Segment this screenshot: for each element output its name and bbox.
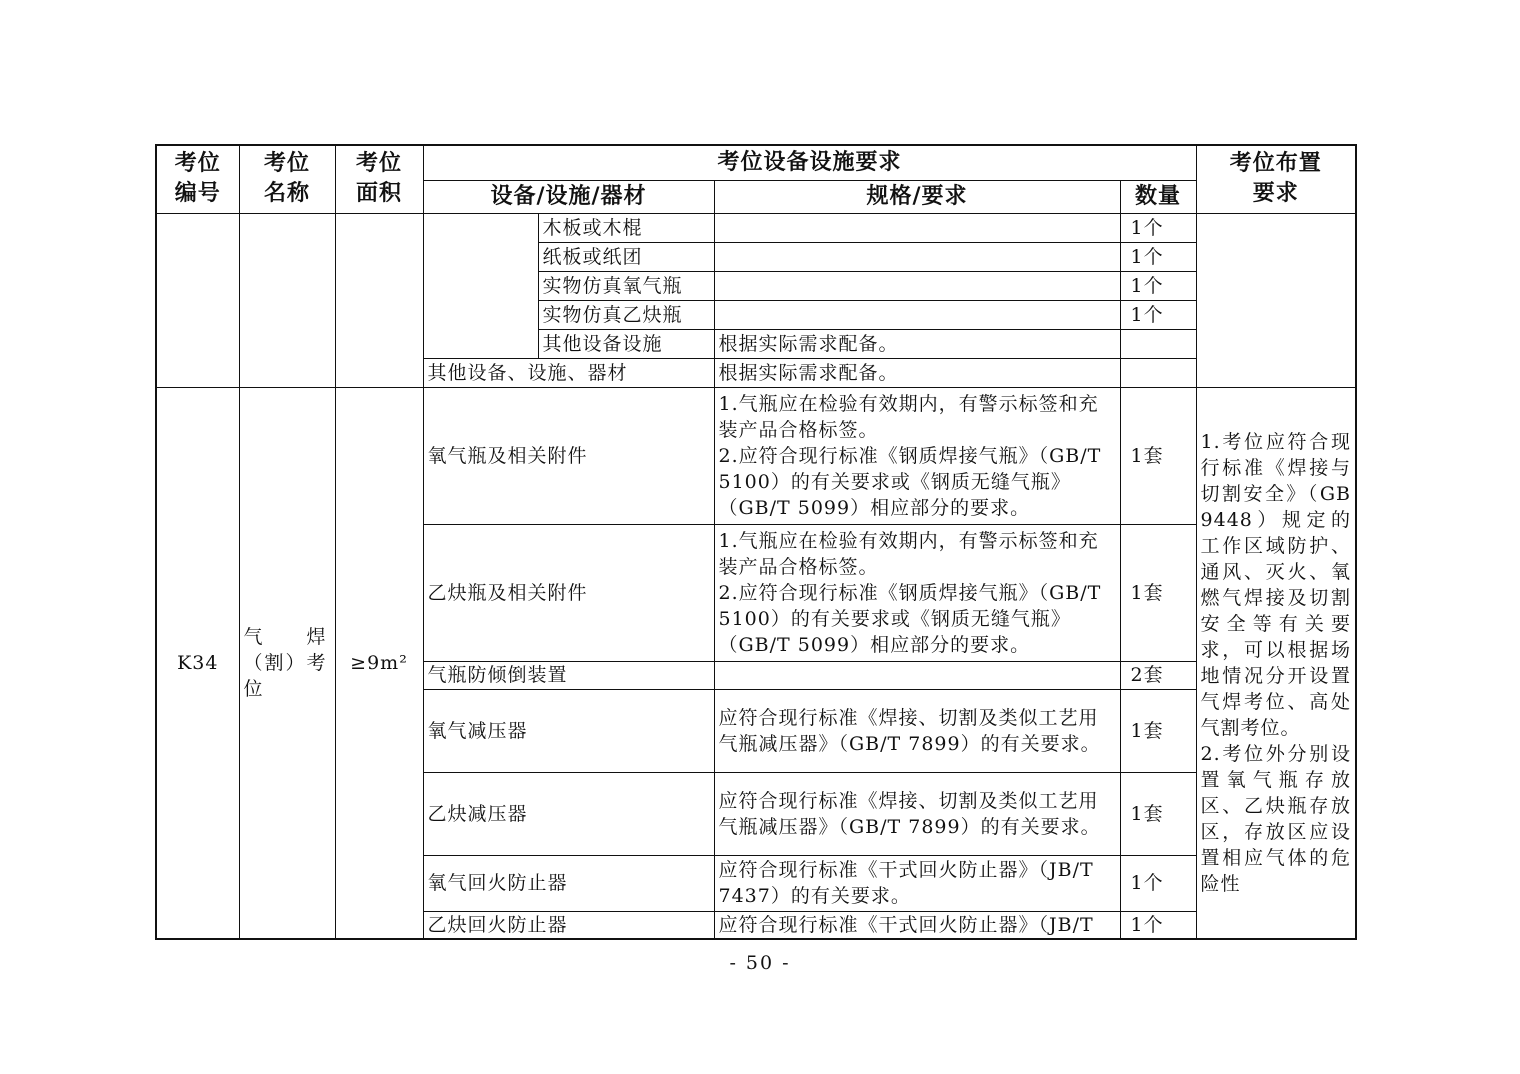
spec-cell: 应符合现行标准《焊接、切割及类似工艺用气瓶减压器》（GB/T 7899）的有关要求。	[714, 772, 1120, 855]
item-cell: 其他设备设施	[538, 329, 714, 358]
item-cell: 纸板或纸团	[538, 242, 714, 271]
station-code: K34	[156, 387, 239, 939]
qty-cell	[1120, 329, 1196, 358]
item-cell: 乙炔减压器	[423, 772, 714, 855]
qty-cell	[1120, 358, 1196, 387]
qty-cell: 1个	[1120, 911, 1196, 939]
item-cell: 氧气瓶及相关附件	[423, 387, 714, 524]
item-cell: 氧气减压器	[423, 689, 714, 772]
qty-cell: 1个	[1120, 300, 1196, 329]
spec-cell	[714, 661, 1120, 689]
prev-group-cell	[423, 213, 538, 358]
header-equipment: 设备/设施/器材	[423, 180, 714, 213]
prev-area-cell	[335, 213, 423, 387]
qty-cell: 2套	[1120, 661, 1196, 689]
prev-layout-cell	[1196, 213, 1356, 387]
qty-cell: 1套	[1120, 772, 1196, 855]
item-cell: 乙炔瓶及相关附件	[423, 524, 714, 661]
qty-cell: 1个	[1120, 271, 1196, 300]
spec-cell	[714, 242, 1120, 271]
header-station-area: 考位 面积	[335, 145, 423, 213]
spec-cell: 根据实际需求配备。	[714, 358, 1120, 387]
header-quantity: 数量	[1120, 180, 1196, 213]
spec-cell: 1.气瓶应在检验有效期内，有警示标签和充装产品合格标签。 2.应符合现行标准《钢质焊接气瓶》（GB/T 5100）的有关要求或《钢质无缝气瓶》（GB/T 5099）相应部分的要求。	[714, 524, 1120, 661]
qty-cell: 1套	[1120, 689, 1196, 772]
spec-cell: 应符合现行标准《干式回火防止器》（JB/T 7437）的有关要求。	[714, 855, 1120, 911]
header-spec: 规格/要求	[714, 180, 1120, 213]
header-station-no: 考位 编号	[156, 145, 239, 213]
spec-cell: 应符合现行标准《干式回火防止器》（JB/T	[714, 911, 1120, 939]
station-area: ≥9m²	[335, 387, 423, 939]
item-cell: 实物仿真氧气瓶	[538, 271, 714, 300]
prev-code-cell	[156, 213, 239, 387]
page-number: - 50 -	[729, 952, 791, 974]
spec-cell: 应符合现行标准《焊接、切割及类似工艺用气瓶减压器》（GB/T 7899）的有关要求。	[714, 689, 1120, 772]
qty-cell: 1个	[1120, 855, 1196, 911]
table-row	[156, 387, 1356, 524]
prev-name-cell	[239, 213, 335, 387]
spec-cell: 根据实际需求配备。	[714, 329, 1120, 358]
qty-cell: 1个	[1120, 213, 1196, 242]
item-cell: 其他设备、设施、器材	[423, 358, 714, 387]
item-cell: 实物仿真乙炔瓶	[538, 300, 714, 329]
item-cell: 乙炔回火防止器	[423, 911, 714, 939]
station-name: 气 焊 （割）考 位	[239, 387, 335, 939]
header-equipment-requirements: 考位设备设施要求	[423, 145, 1196, 180]
item-cell: 气瓶防倾倒装置	[423, 661, 714, 689]
header-layout-requirements: 考位布置 要求	[1196, 145, 1356, 213]
qty-cell: 1个	[1120, 242, 1196, 271]
spec-cell: 1.气瓶应在检验有效期内，有警示标签和充装产品合格标签。 2.应符合现行标准《钢质焊接气瓶》（GB/T 5100）的有关要求或《钢质无缝气瓶》（GB/T 5099）相应部分的要求。	[714, 387, 1120, 524]
spec-cell	[714, 300, 1120, 329]
station-layout-requirements: 1.考位应符合现行标准《焊接与切割安全》（GB 9448）规定的工作区域防护、通风、灭火、氧燃气焊接及切割安全等有关要求，可以根据场地情况分开设置气焊考位、高处气割考位。 2.考位外分别设置氧气瓶存放区、乙炔瓶存放区，存放区应设置相应气体的危险性	[1196, 387, 1356, 939]
table-row	[156, 213, 1356, 242]
header-station-name: 考位 名称	[239, 145, 335, 213]
spec-cell	[714, 271, 1120, 300]
requirements-table	[155, 144, 1357, 940]
spec-cell	[714, 213, 1120, 242]
qty-cell: 1套	[1120, 524, 1196, 661]
item-cell: 木板或木棍	[538, 213, 714, 242]
item-cell: 氧气回火防止器	[423, 855, 714, 911]
qty-cell: 1套	[1120, 387, 1196, 524]
